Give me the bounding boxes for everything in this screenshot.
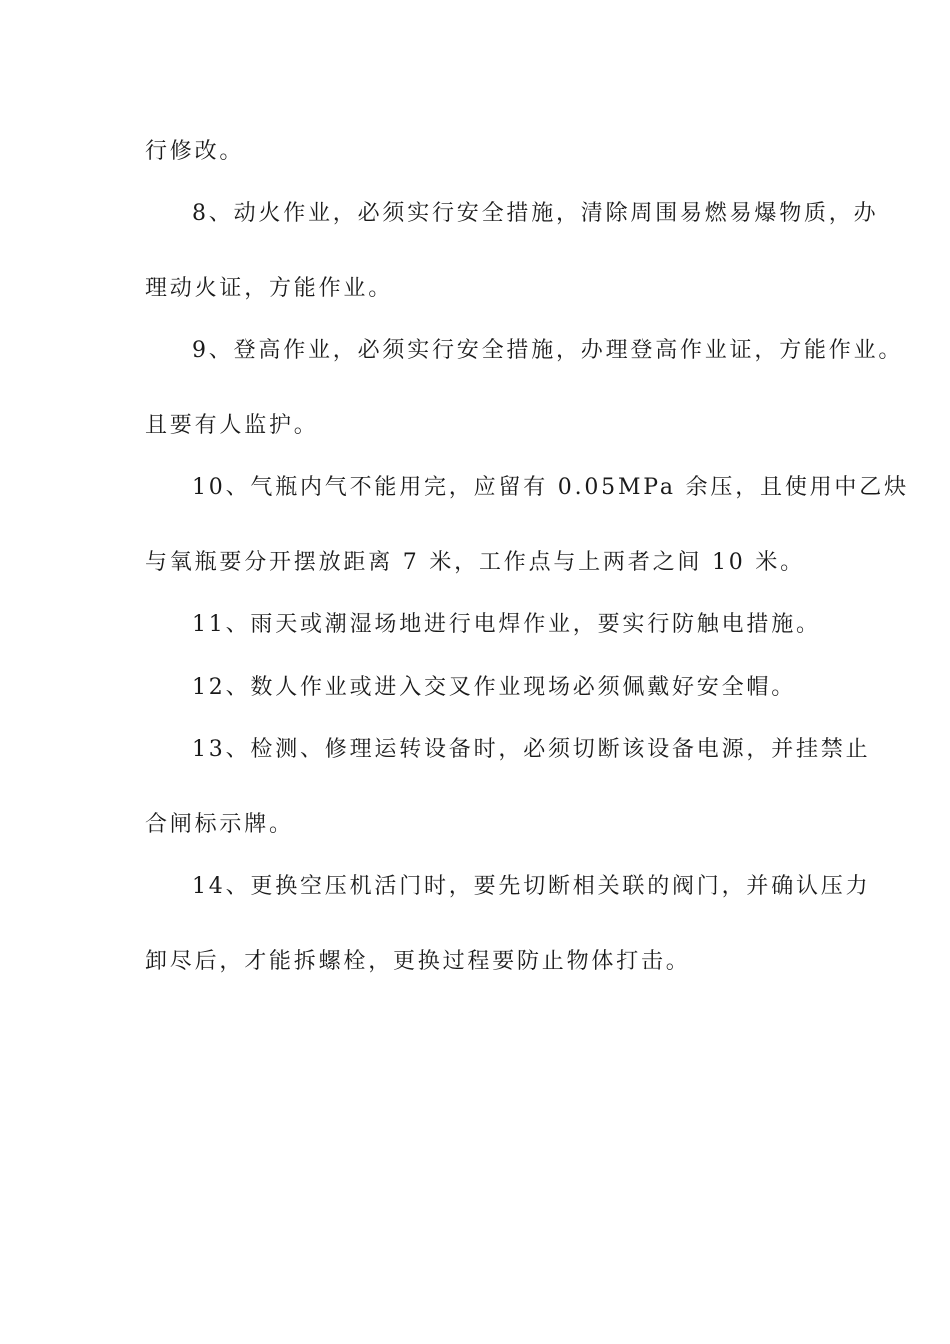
text-line: 卸尽后，才能拆螺栓，更换过程要防止物体打击。 — [145, 949, 691, 974]
text-line: 12、数人作业或进入交叉作业现场必须佩戴好安全帽。 — [192, 675, 796, 700]
text-line: 合闸标示牌。 — [145, 812, 294, 837]
text-line: 9、登高作业，必须实行安全措施，办理登高作业证，方能作业。 — [192, 338, 904, 363]
text-line: 理动火证，方能作业。 — [145, 276, 394, 301]
text-line: 10、气瓶内气不能用完，应留有 0.05MPa 余压，且使用中乙炔 — [192, 475, 909, 500]
text-line: 行修改。 — [145, 139, 245, 164]
text-line: 11、雨天或潮湿场地进行电焊作业，要实行防触电措施。 — [192, 612, 821, 637]
text-line: 8、动火作业，必须实行安全措施，清除周围易燃易爆物质，办 — [192, 201, 879, 226]
text-line: 13、检测、修理运转设备时，必须切断该设备电源，并挂禁止 — [192, 737, 871, 762]
text-line: 14、更换空压机活门时，要先切断相关联的阀门，并确认压力 — [192, 874, 871, 899]
text-line: 且要有人监护。 — [145, 413, 319, 438]
text-line: 与氧瓶要分开摆放距离 7 米，工作点与上两者之间 10 米。 — [145, 550, 805, 575]
